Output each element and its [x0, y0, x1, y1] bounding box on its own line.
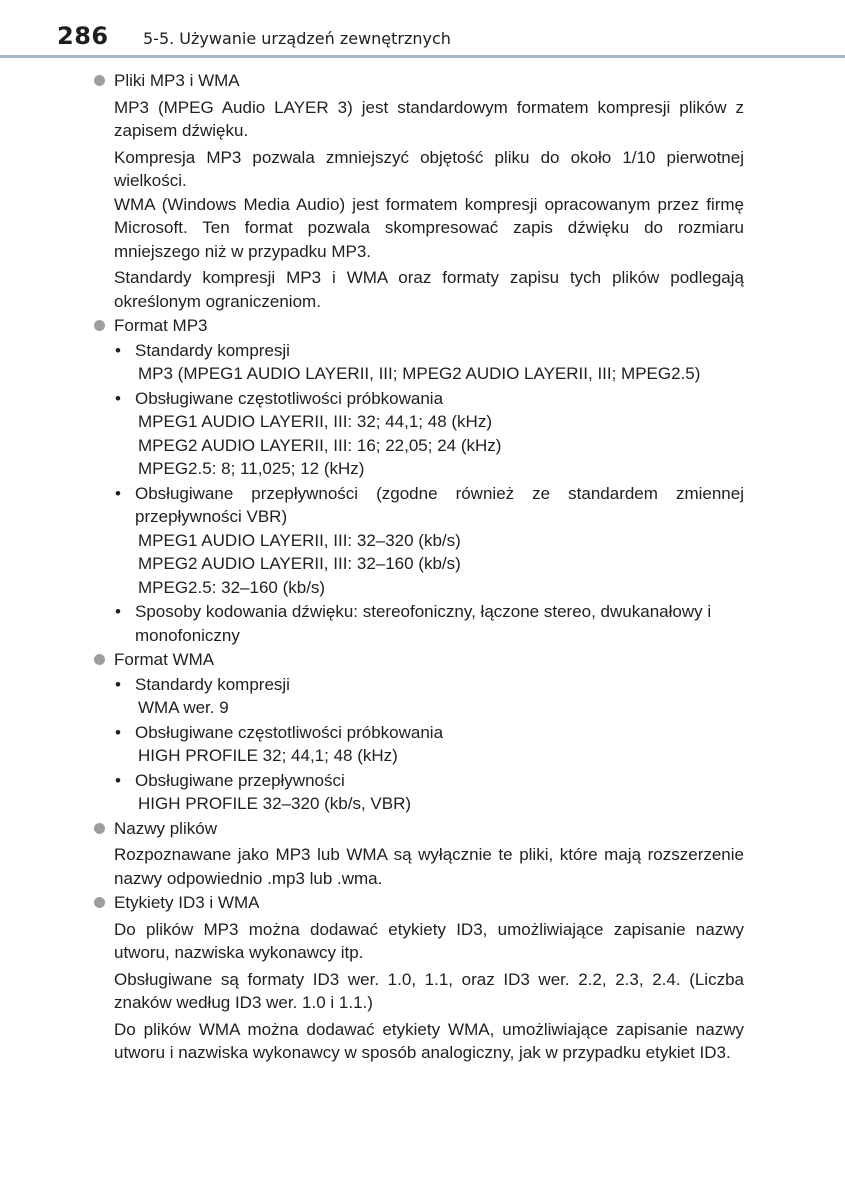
section-dot-icon [94, 654, 105, 665]
list-item [92, 339, 744, 363]
list-item [92, 673, 744, 697]
list-item-text: Standardy kompresji [135, 340, 290, 360]
list-item-detail: HIGH PROFILE 32–320 (kb/s, VBR) [138, 794, 412, 813]
bullet-icon: • [115, 674, 121, 694]
section-dot-icon [94, 320, 105, 331]
paragraph: Obsługiwane są formaty ID3 wer. 1.0, 1.1, oraz ID3 wer. 2.2, 2.3, 2.4. (Liczba znaków według ID3 wer. 1.0 i 1.1.) [114, 969, 744, 1012]
paragraph: Rozpoznawane jako MP3 lub WMA są wyłącznie te pliki, które mają rozszerzenie nazwy odpowiednio .mp3 lub .wma. [114, 845, 744, 888]
paragraph: Do plików WMA można dodawać etykiety WMA, umożliwiające zapisanie nazwy utworu i nazwiska wykonawcy w sposób analogiczny, jak w przypadku etykiet ID3. [114, 1019, 744, 1062]
section-heading [92, 817, 744, 841]
section-title: Pliki MP3 i WMA [114, 71, 240, 90]
bullet-icon: • [115, 722, 121, 742]
list-item-detail: MPEG2.5: 32–160 (kb/s) [138, 577, 326, 597]
list-item-detail: MPEG2 AUDIO LAYERII, III: 32–160 (kb/s) [138, 554, 461, 573]
list-item-detail: MPEG1 AUDIO LAYERII, III: 32; 44,1; 48 (kHz) [138, 412, 492, 431]
section-title: Format WMA [114, 650, 215, 669]
section-file-names [92, 817, 744, 891]
list-item-text: Sposoby kodowania dźwięku: stereofoniczny, łączone stereo, dwukanałowy i monofoniczny [135, 602, 712, 645]
list-item-detail: MP3 (MPEG1 AUDIO LAYERII, III; MPEG2 AUDIO LAYERII, III; MPEG2.5) [138, 364, 701, 383]
bullet-icon: • [115, 388, 121, 408]
list-item-detail: MPEG1 AUDIO LAYERII, III: 32–320 (kb/s) [138, 530, 461, 550]
section-dot-icon [94, 823, 105, 834]
section-dot-icon [94, 897, 105, 908]
list-item-text: Standardy kompresji [135, 674, 290, 694]
section-title: Nazwy plików [114, 818, 217, 838]
section-heading [92, 69, 744, 93]
section-format-wma [92, 648, 744, 816]
section-heading [92, 891, 744, 915]
list-item-detail: HIGH PROFILE 32; 44,1; 48 (kHz) [138, 746, 398, 765]
list-item-detail: WMA wer. 9 [138, 698, 229, 717]
bullet-icon: • [115, 340, 121, 360]
paragraph: Standardy kompresji MP3 i WMA oraz formaty zapisu tych plików podlegają określonym ograniczeniom. [114, 268, 744, 311]
section-title: Format MP3 [114, 316, 208, 335]
list-item-detail: MPEG2.5: 8; 11,025; 12 (kHz) [138, 459, 365, 478]
bullet-icon: • [115, 770, 121, 790]
bullet-icon: • [115, 602, 121, 621]
list-item-text: Obsługiwane częstotliwości próbkowania [135, 388, 444, 408]
paragraph: Kompresja MP3 pozwala zmniejszyć objętość pliku do około 1/10 pierwotnej wielkości. [114, 147, 744, 190]
list-item-text: Obsługiwane przepływności (zgodne również ze standardem zmiennej przepływności VBR) [135, 483, 744, 526]
list-item [92, 600, 744, 647]
section-format-mp3 [92, 314, 744, 647]
list-item [92, 482, 744, 529]
list-item [92, 387, 744, 411]
section-id3-wma-tags [92, 891, 744, 1065]
paragraph: WMA (Windows Media Audio) jest formatem kompresji opracowanym przez firmę Microsoft. Ten format pozwala skompresować zapis dźwięku do rozmiaru mniejszego niż w przypadku MP3. [114, 194, 744, 261]
paragraph: Do plików MP3 można dodawać etykiety ID3, umożliwiające zapisanie nazwy utworu, nazwiska wykonawcy itp. [114, 919, 744, 962]
section-heading [92, 648, 744, 672]
list-item [92, 769, 744, 793]
section-dot-icon [94, 75, 105, 86]
list-item-detail: MPEG2 AUDIO LAYERII, III: 16; 22,05; 24 (kHz) [138, 435, 502, 455]
list-item [92, 721, 744, 745]
section-mp3-wma [92, 69, 744, 313]
page-header [0, 0, 845, 62]
paragraph: MP3 (MPEG Audio LAYER 3) jest standardowym formatem kompresji plików z zapisem dźwięku. [114, 97, 744, 140]
list-item-text: Obsługiwane przepływności [135, 770, 345, 790]
bullet-icon: • [115, 483, 121, 503]
page-number: 286 [57, 22, 109, 50]
header-rule [0, 55, 845, 58]
list-item-text: Obsługiwane częstotliwości próbkowania [135, 722, 444, 742]
section-heading [92, 314, 744, 338]
chapter-title: 5-5. Używanie urządzeń zewnętrznych [143, 29, 451, 48]
page-content [92, 68, 744, 1065]
section-title: Etykiety ID3 i WMA [114, 893, 260, 912]
